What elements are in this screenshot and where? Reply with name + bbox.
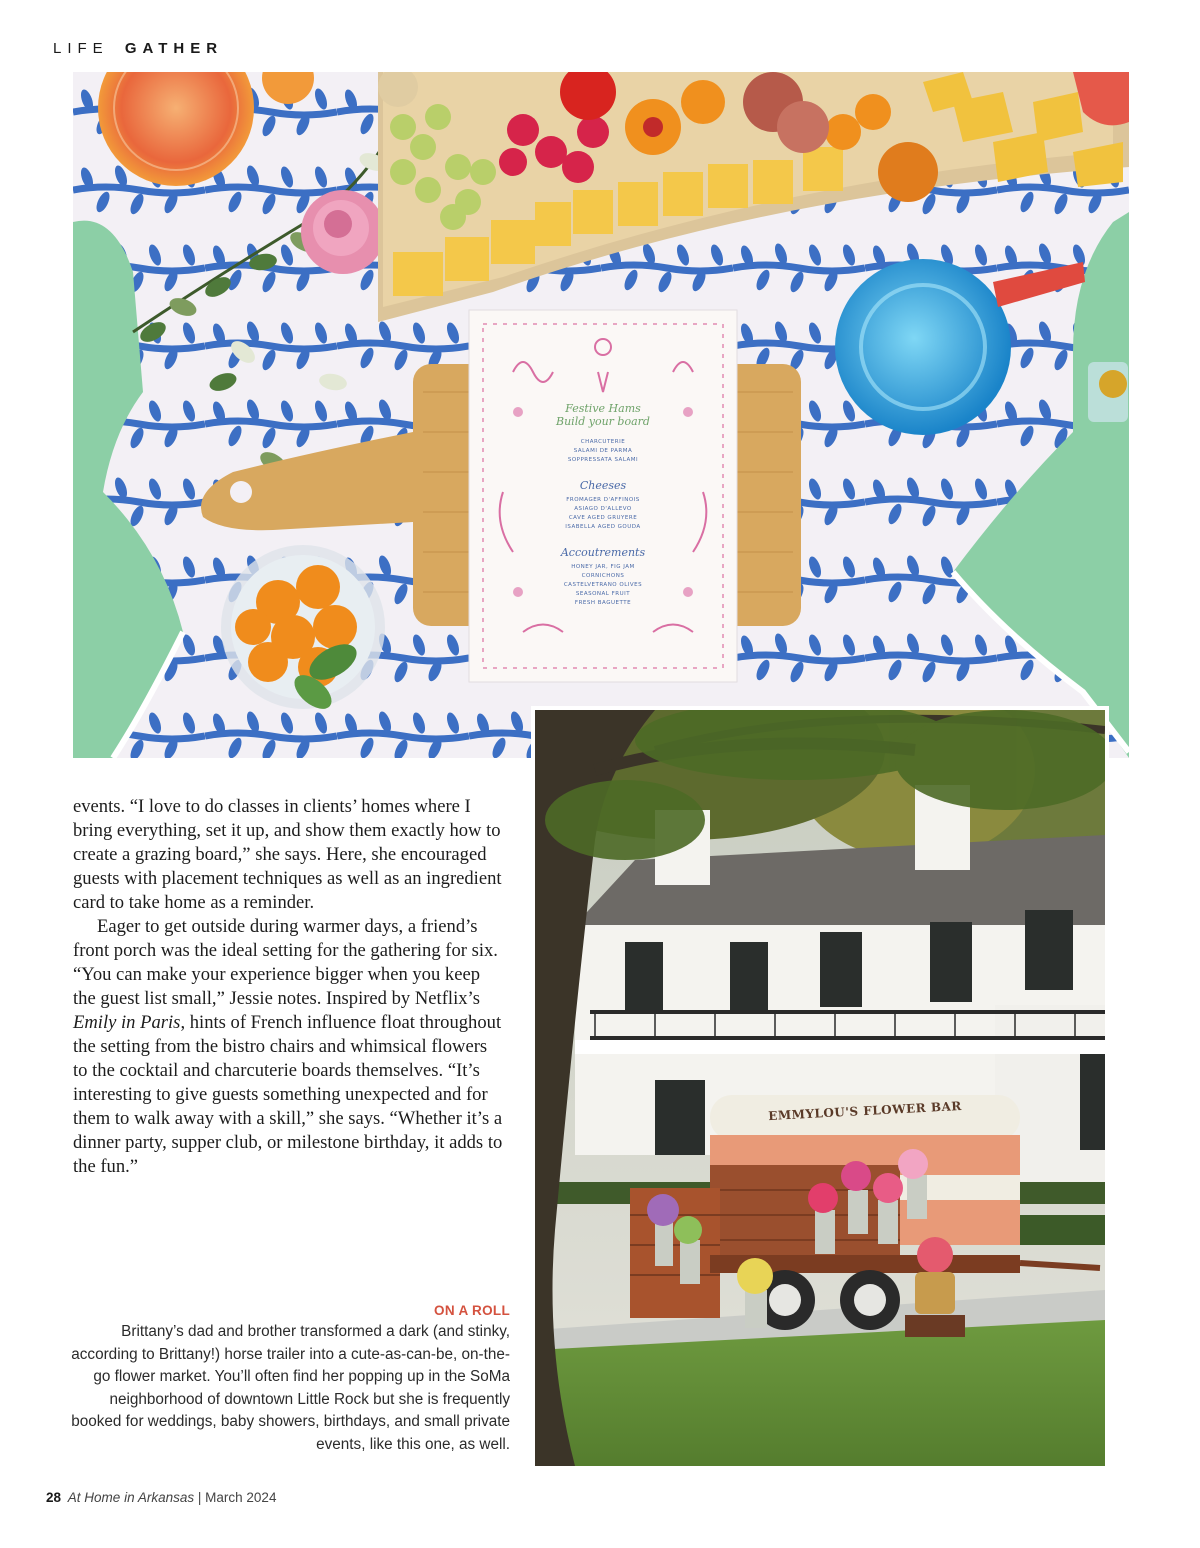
menu-title-line1: Festive Hams [565,402,641,415]
photo-caption [70,1303,510,1456]
menu-section3-title: Accoutrements [560,546,646,559]
menu-section2-items [483,496,723,532]
article-text: Eager to get outside during warmer days, a friend’s front porch was the ideal setting for the gathering for six. “You can make your experience bigger when you keep the guest list small,” Jessie notes. Inspired by Netflix’s [73,916,498,1009]
section-header [53,40,223,57]
menu-item: FRESH BAGUETTE [574,600,632,606]
menu-title-line2: Build your board [556,415,650,428]
flower-trailer-photo [531,706,1109,1470]
caption-kicker: ON A ROLL [434,1303,510,1318]
publication-name: At Home in Arkansas [67,1490,195,1505]
menu-section1-items [483,438,723,465]
trailer-sign: EMMYLOU'S FLOWER BAR [767,1098,963,1124]
menu-item: SOPPRESSATA SALAMI [567,457,639,463]
article-paragraph: events. “I love to do classes in clients’ homes where I bring everything, set it up, and show them exactly how to create a grazing board,” she says. Here, she encouraged guests with placement techniques as well as an ingredient card to take home as a reminder. [73,796,502,913]
article-text: , hints of French influence float throughout the setting from the bistro chairs and whimsical flowers to the cocktail and charcuterie boards themselves. “It’s interesting to give guests something unexpected and for them to walk away with a skill,” she says. “Whether it’s a dinner party, supper club, or milestone birthday, it adds to the fun.” [73,1012,503,1177]
menu-item: FROMAGER D'AFFINOIS [566,497,640,503]
pink-rose [301,190,385,274]
page-number: 28 [46,1490,62,1505]
menu-item: CASTELVETRANO OLIVES [563,582,643,588]
menu-item: SEASONAL FRUIT [575,591,631,597]
article-body [73,795,503,1179]
menu-item: CAVE AGED GRUYERE [568,515,638,521]
menu-item: CORNICHONS [581,573,625,579]
section-label: LIFE [53,40,109,57]
footer-separator: | [197,1490,202,1505]
table-setting-photo [73,72,1129,758]
page-footer [46,1490,276,1505]
menu-item: HONEY JAR, FIG JAM [571,564,635,570]
caption-text: Brittany’s dad and brother transformed a dark (and stinky, according to Brittany!) horse trailer into a cute-as-can-be, on-the-go flower market. You’ll often find her popping up in the SoMa neighborhood of downtown Little Rock but she is frequently booked for weddings, baby showers, birthdays, and small private events, like this one, as well. [71,1323,510,1453]
subsection-label: GATHER [124,40,224,57]
menu-item: SALAMI DE PARMA [573,448,633,454]
menu-item: ISABELLA AGED GOUDA [565,524,641,530]
menu-section2-title: Cheeses [579,479,627,492]
menu-item: ASIAGO D'ALLEVO [574,506,632,512]
menu-section3-items [483,563,723,608]
menu-item: CHARCUTERIE [580,439,626,445]
menu-card-text [483,402,723,608]
issue-date: March 2024 [205,1490,277,1505]
show-title: Emily in Paris [73,1012,181,1033]
article-paragraph [73,915,503,1179]
